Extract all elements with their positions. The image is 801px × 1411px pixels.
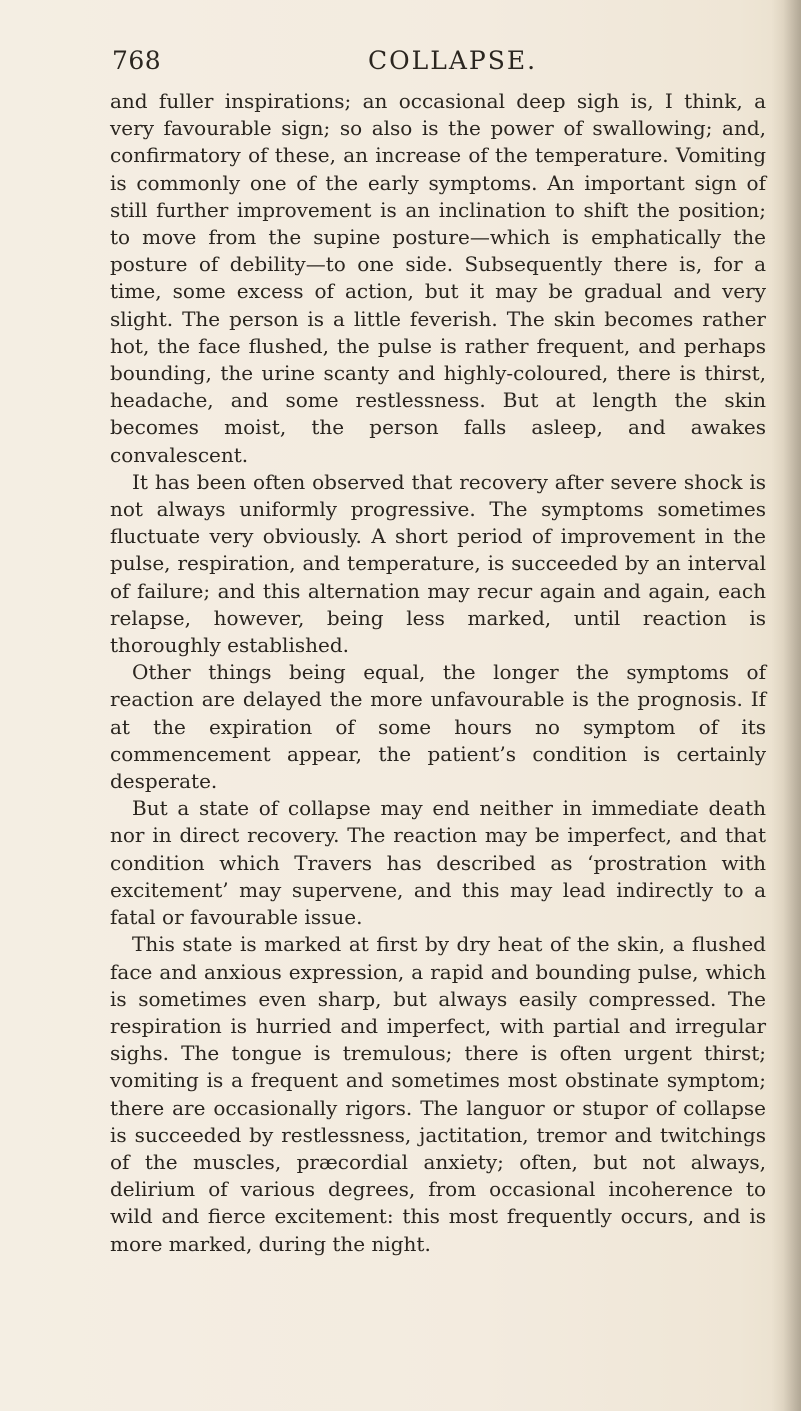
body-text — [110, 88, 766, 1258]
paragraph-state-symptoms: This state is marked at first by dry heat of the skin, a flushed face and anxious expression, a rapid and bounding pulse, which is sometimes even sharp, but always easily compressed. The respiration is hurried and imperfect, with partial and irregular sighs. The tongue is tremulous; there is often urgent thirst; vomiting is a frequent and sometimes most obstinate symptom; there are occasionally rigors. The languor or stupor of collapse is succeeded by restlessness, jactitation, tremor and twitchings of the muscles, præcordial anxiety; often, but not always, delirium of various degrees, from occasional incoherence to wild and fierce excitement: this most frequently occurs, and is more marked, during the night. — [110, 932, 766, 1256]
paragraph-continued: and fuller inspirations; an occasional deep sigh is, I think, a very favourable sign; so also is the power of swallowing; and, confirmatory of these, an increase of the temperature. Vomiting is commonly one of the early symptoms. An important sign of still further improvement is an inclination to shift the position; to move from the supine posture—which is emphatically the posture of debility—to one side. Subsequently there is, for a time, some excess of action, but it may be gradual and very slight. The person is a little feverish. The skin becomes rather hot, the face flushed, the pulse is rather frequent, and perhaps bounding, the urine scanty and highly-coloured, there is thirst, headache, and some restlessness. But at length the skin becomes moist, the person falls asleep, and awakes convalescent. — [110, 89, 766, 467]
paragraph-prognosis: Other things being equal, the longer the symptoms of reaction are delayed the more unfavourable is the prognosis. If at the expiration of some hours no symptom of its commencement appear, the patient’s condition is certainly desperate. — [110, 660, 766, 794]
paragraph-imperfect-reaction: But a state of collapse may end neither in immediate death nor in direct recovery. The reaction may be imperfect, and that condition which Travers has described as ‘prostration with excitement’ may supervene, and this may lead indirectly to a fatal or favourable issue. — [110, 796, 766, 930]
page-header — [112, 46, 762, 86]
running-head: COLLAPSE. — [368, 46, 538, 75]
page-edge-shadow — [771, 0, 801, 1411]
paragraph-recovery-fluctuation: It has been often observed that recovery after severe shock is not always uniformly progressive. The symptoms sometimes fluctuate very obviously. A short period of improvement in the pulse, respiration, and temperature, is succeeded by an interval of failure; and this alternation may recur again and again, each relapse, however, being less marked, until reaction is thoroughly established. — [110, 469, 766, 658]
page-number: 768 — [112, 46, 162, 75]
